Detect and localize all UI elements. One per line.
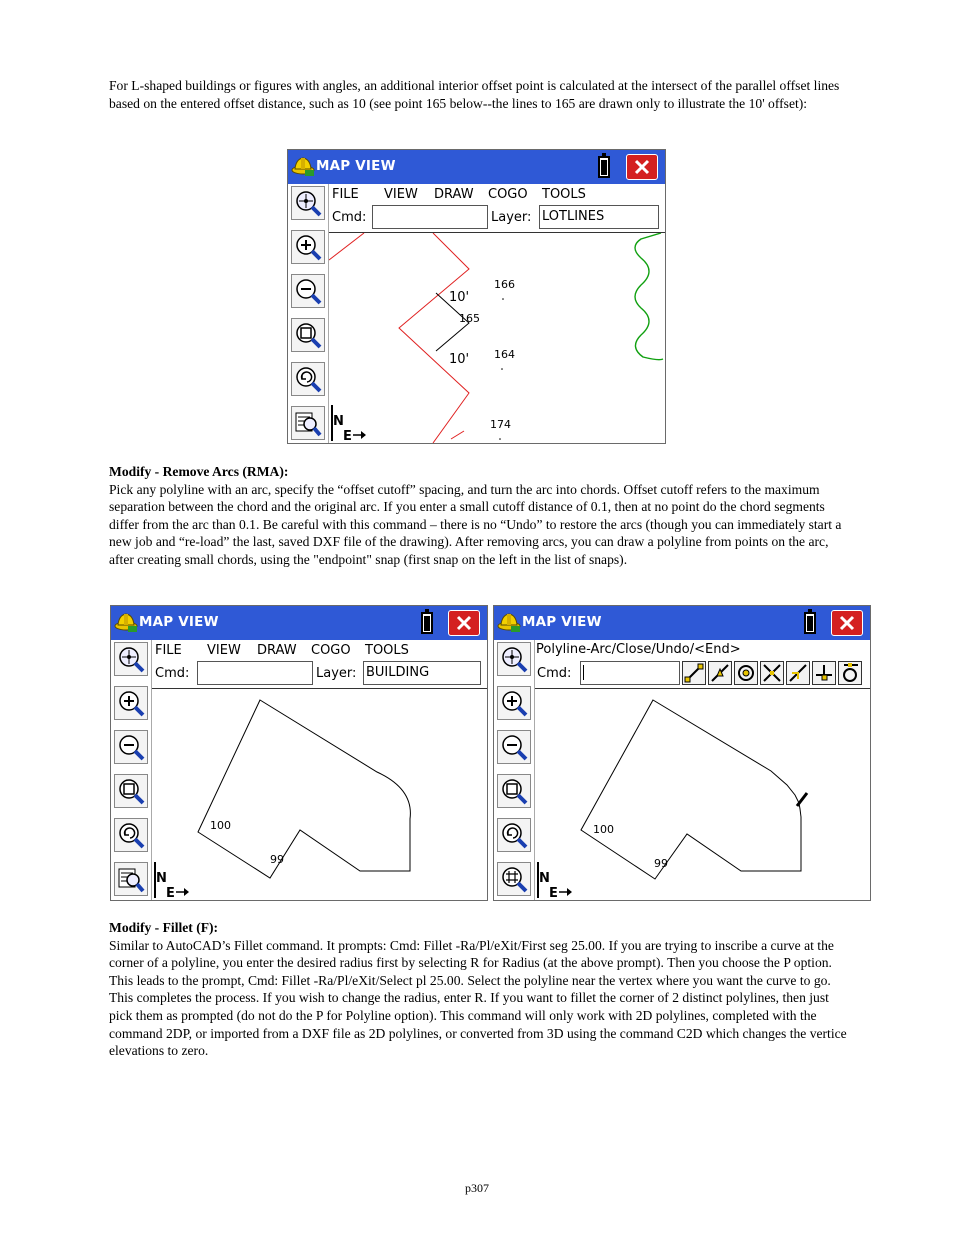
tangent-snap-button[interactable] <box>838 661 862 685</box>
title-bar <box>288 150 665 184</box>
nearest-snap-icon <box>788 663 808 683</box>
rma-heading: Modify - Remove Arcs (RMA): <box>109 464 289 479</box>
zoom-previous-icon <box>117 821 145 849</box>
north-arrow-icon <box>332 405 366 443</box>
window-title: MAP VIEW <box>522 614 602 630</box>
center-snap-button[interactable] <box>734 661 758 685</box>
zoom-pan-icon <box>294 189 322 217</box>
menu-view[interactable]: VIEW <box>207 643 241 658</box>
zoom-in-button[interactable] <box>291 230 325 264</box>
layer-label: Layer: <box>316 666 357 681</box>
zoom-out-icon <box>500 733 528 761</box>
midpoint-snap-icon <box>710 663 730 683</box>
close-icon <box>839 615 855 631</box>
rma-body: Pick any polyline with an arc, specify the “offset cutoff” spacing, and turn the arc into chords. Offset cutoff refers to the maximum separation between the chord and the original arc. If you enter a small cutoff distance of 0.1, then at no point do the chord segments differ from the arc than 0.1. Be careful with this command – there is no “Undo” to restore the arcs (though you can immediately start a new job and “re-load” the last, saved DXF file of the drawing). After removing arcs, you can draw a polyline from points on the arc, after creating small chords, using the "endpoint" snap (first snap on the left in the list of snaps). <box>109 481 842 567</box>
title-bar <box>494 606 870 640</box>
zoom-extents-icon <box>117 865 145 893</box>
intro-paragraph: For L-shaped buildings or figures with angles, an additional interior offset point is calculated at the intersect of the parallel offset lines based on the entered offset distance, such as 10 (see point 165 below--the lines to 165 are drawn only to illustrate the 10' offset): <box>109 78 840 111</box>
menu-tools[interactable]: TOOLS <box>542 187 586 202</box>
hard-hat-icon <box>291 155 315 177</box>
zoom-window-icon <box>117 777 145 805</box>
zoom-previous-button[interactable] <box>114 818 148 852</box>
close-button[interactable] <box>626 154 658 180</box>
offset-line <box>451 431 464 439</box>
zoom-window-button[interactable] <box>497 774 531 808</box>
point-label: 174 <box>490 418 511 431</box>
battery-icon <box>421 612 433 634</box>
zoom-extents-button[interactable] <box>114 862 148 896</box>
north-arrow-icon <box>538 862 572 900</box>
map-view-screenshot-offset <box>287 149 666 444</box>
battery-icon <box>598 156 610 178</box>
close-icon <box>634 159 650 175</box>
layer-input[interactable]: LOTLINES <box>539 205 659 229</box>
point-label: 100 <box>593 823 614 836</box>
hard-hat-icon <box>114 611 138 633</box>
nearest-snap-button[interactable] <box>786 661 810 685</box>
close-button[interactable] <box>448 610 480 636</box>
point-label: 100 <box>210 819 231 832</box>
page-number: p307 <box>465 1181 489 1195</box>
map-canvas[interactable] <box>152 689 487 900</box>
zoom-out-button[interactable] <box>291 274 325 308</box>
point-label: 164 <box>494 348 515 361</box>
tool-column <box>494 640 535 900</box>
zoom-in-icon <box>500 689 528 717</box>
zoom-in-button[interactable] <box>114 686 148 720</box>
snap-grid-icon <box>500 865 528 893</box>
lot-arc-line <box>635 233 663 360</box>
layer-label: Layer: <box>491 210 532 225</box>
menu-file[interactable]: FILE <box>155 643 182 658</box>
zoom-pan-button[interactable] <box>291 186 325 220</box>
map-canvas[interactable] <box>329 233 665 443</box>
menu-draw[interactable]: DRAW <box>257 643 297 658</box>
window-title: MAP VIEW <box>316 158 396 174</box>
zoom-out-button[interactable] <box>497 730 531 764</box>
zoom-in-icon <box>117 689 145 717</box>
fillet-section <box>109 919 854 1060</box>
tool-column <box>111 640 152 900</box>
snap-grid-button[interactable] <box>497 862 531 896</box>
building-polyline <box>198 700 410 878</box>
endpoint-snap-button[interactable] <box>682 661 706 685</box>
endpoint-marker <box>797 793 807 806</box>
intersection-snap-icon <box>762 663 782 683</box>
zoom-previous-button[interactable] <box>291 362 325 396</box>
menu-file[interactable]: FILE <box>332 187 359 202</box>
layer-input[interactable]: BUILDING <box>363 661 481 685</box>
tool-column <box>288 184 329 443</box>
zoom-previous-icon <box>500 821 528 849</box>
zoom-pan-icon <box>500 645 528 673</box>
title-bar <box>111 606 487 640</box>
zoom-window-icon <box>500 777 528 805</box>
offset-line <box>399 233 469 443</box>
offset-label: 10' <box>449 290 470 305</box>
zoom-pan-icon <box>117 645 145 673</box>
point-label: 99 <box>270 853 284 866</box>
zoom-previous-icon <box>294 365 322 393</box>
north-label: N <box>156 871 167 886</box>
cmd-input[interactable] <box>580 661 680 685</box>
map-view-screenshot-building <box>110 605 488 901</box>
menu-cogo[interactable]: COGO <box>311 643 351 658</box>
perpendicular-snap-icon <box>814 663 834 683</box>
zoom-in-button[interactable] <box>497 686 531 720</box>
polyline-prompt: Polyline-Arc/Close/Undo/<End> <box>536 642 741 657</box>
tangent-snap-icon <box>840 663 860 683</box>
east-label: E <box>549 886 558 900</box>
menu-view[interactable]: VIEW <box>384 187 418 202</box>
center-snap-icon <box>736 663 756 683</box>
zoom-window-button[interactable] <box>114 774 148 808</box>
zoom-out-icon <box>294 277 322 305</box>
menu-tools[interactable]: TOOLS <box>365 643 409 658</box>
east-label: E <box>166 886 175 900</box>
zoom-window-icon <box>294 321 322 349</box>
cmd-input[interactable] <box>197 661 313 685</box>
east-label: E <box>343 429 352 443</box>
menu-draw[interactable]: DRAW <box>434 187 474 202</box>
offset-line <box>329 233 364 260</box>
north-arrow-icon <box>155 862 189 900</box>
zoom-out-icon <box>117 733 145 761</box>
close-icon <box>456 615 472 631</box>
point-label: 165 <box>459 312 480 325</box>
fillet-heading: Modify - Fillet (F): <box>109 920 219 935</box>
cmd-label: Cmd: <box>537 666 572 681</box>
window-title: MAP VIEW <box>139 614 219 630</box>
hard-hat-icon <box>497 611 521 633</box>
midpoint-snap-button[interactable] <box>708 661 732 685</box>
zoom-out-button[interactable] <box>114 730 148 764</box>
cmd-label: Cmd: <box>155 666 190 681</box>
chorded-polyline <box>581 700 801 879</box>
menu-cogo[interactable]: COGO <box>488 187 528 202</box>
perpendicular-snap-button[interactable] <box>812 661 836 685</box>
zoom-pan-button[interactable] <box>114 642 148 676</box>
map-view-screenshot-polyline <box>493 605 871 901</box>
north-label: N <box>539 871 550 886</box>
cmd-label: Cmd: <box>332 210 367 225</box>
zoom-previous-button[interactable] <box>497 818 531 852</box>
zoom-window-button[interactable] <box>291 318 325 352</box>
zoom-pan-button[interactable] <box>497 642 531 676</box>
offset-label: 10' <box>449 352 470 367</box>
point-label: 99 <box>654 857 668 870</box>
point-label: 166 <box>494 278 515 291</box>
battery-icon <box>804 612 816 634</box>
map-canvas[interactable] <box>535 689 870 900</box>
fillet-body: Similar to AutoCAD’s Fillet command. It prompts: Cmd: Fillet -Ra/Pl/eXit/First seg 25.00. If you are trying to inscribe a curve at the corner of a polyline, you enter the desired radius first by selecting R for Radius (at the above prompt). Then you choose the P option. This leads to the prompt, Cmd: Fillet -Ra/Pl/eXit/Select pl 25.00. Select the polyline near the vertex where you want the curve to go. This completes the process. If you wish to change the radius, enter R. If you want to fillet the corner of 2 distinct polylines, then just pick them as prompted (do not do the P for Polyline option). This command will only work with 2D polylines, completed with the command 2DP, or imported from a DXF file as 2D polylines, or converted from 3D using the command C2D which changes the vertice elevations to zero. <box>109 937 847 1059</box>
zoom-extents-icon <box>294 409 322 437</box>
north-label: N <box>333 414 344 429</box>
zoom-in-icon <box>294 233 322 261</box>
cmd-input[interactable] <box>372 205 488 229</box>
text-cursor <box>583 665 584 680</box>
rma-section <box>109 463 854 569</box>
zoom-extents-button[interactable] <box>291 406 325 440</box>
endpoint-snap-icon <box>684 663 704 683</box>
intersection-snap-button[interactable] <box>760 661 784 685</box>
close-button[interactable] <box>831 610 863 636</box>
